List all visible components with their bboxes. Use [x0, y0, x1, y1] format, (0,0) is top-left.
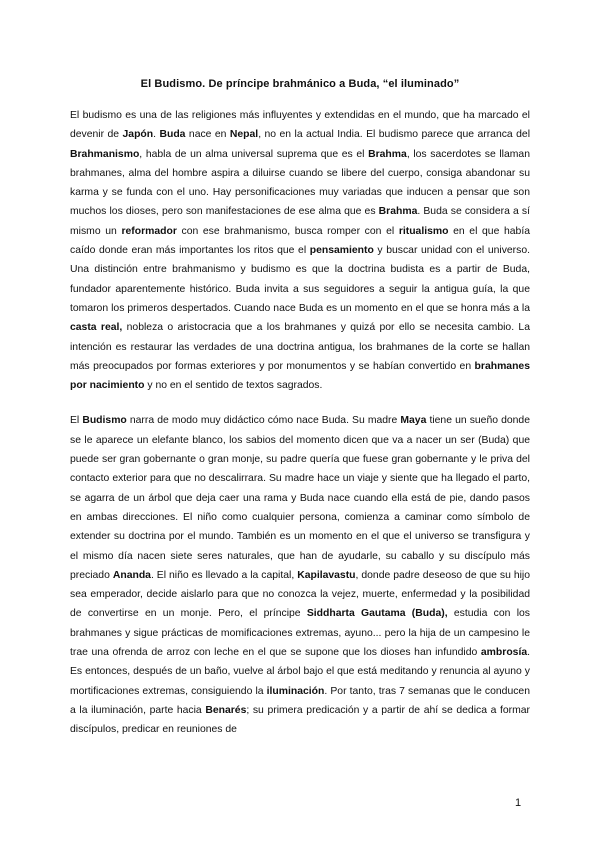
bold-term: casta real,: [70, 322, 123, 334]
bold-term: reformador: [121, 225, 177, 237]
bold-term: Brahma: [378, 206, 418, 218]
paragraph: El Budismo narra de modo muy didáctico cómo nace Buda. Su madre Maya tiene un sueño donde se le aparece un elefante blanco, los sabios del momento dicen que va a nacer un ser (Buda) que puede ser gran gobernante o gran monje, su padre quería que fuese gran gobernante y le priva del contacto exterior para que no descalirrara. Su madre hace un viaje y siente que ha llegado el parto, se agarra de un árbol que deja caer una rama y Buda nace cuando ella está de pie, dando pasos en ambas direcciones. El niño como cualquier persona, comienza a caminar como símbolo de extender su doctrina por el mundo. También es un momento en el que el universo se transfigura y el mismo día nacen siete seres naturales, que han de ayudarle, su caballo y su discípulo más preciado Ananda. El niño es llevado a la capital, Kapilavastu, donde padre deseoso de que su hijo sea emperador, decide aislarlo para que no conozca la vejez, muerte, enfermedad y la posibilidad de convertirse en un monje. Pero, el príncipe Siddharta Gautama (Buda), estudia con los brahmanes y sigue prácticas de momificaciones extremas, ayuno... pero la hija de un campesino le trae una ofrenda de arroz con leche en el que se supone que los dioses han infundido ambrosía. Es entonces, después de un baño, vuelve al árbol bajo el que está meditando y renuncia al ayuno y mortificaciones extremas, consiguiendo la iluminación. Por tanto, tras 7 semanas que le conducen a la iluminación, parte hacia Benarés; su primera predicación y a partir de ahí se dedica a formar discípulos, predicar en reuniones de: [70, 415, 531, 736]
bold-term: Brahma: [368, 148, 407, 160]
bold-term: Brahmanismo: [70, 148, 140, 160]
document-page: [70, 78, 530, 756]
bold-term: Maya: [400, 415, 427, 427]
bold-term: Benarés: [205, 704, 247, 716]
bold-term: Nepal: [229, 129, 259, 141]
bold-term: ambrosía: [480, 647, 528, 659]
bold-term: Ananda: [112, 569, 151, 581]
document-title: El Budismo. De príncipe brahmánico a Buda, “el iluminado”: [140, 78, 460, 90]
bold-term: Japón: [122, 129, 154, 141]
bold-term: Kapilavastu: [297, 569, 356, 581]
bold-term: Siddharta Gautama (Buda),: [306, 608, 448, 620]
page-number: 1: [515, 797, 522, 809]
paragraph: El budismo es una de las religiones más influyentes y extendidas en el mundo, que ha marcado el devenir de Japón. Buda nace en Nepal, no en la actual India. El budismo parece que arranca del Brahmanismo, habla de un alma universal suprema que es el Brahma, los sacerdotes se llaman brahmanes, alma del hombre aspira a diluirse cuando se libere del cuerpo, consiga abandonar su karma y se funda con el uno. Hay personificaciones muy variadas que inducen a pensar que son muchos los dioses, pero son manifestaciones de ese alma que es Brahma. Buda se considera a sí mismo un reformador con ese brahmanismo, busca romper con el ritualismo en el que había caído donde eran más importantes los ritos que el pensamiento y buscar unidad con el universo. Una distinción entre brahmanismo y budismo es que la doctrina budista es a partir de Buda, fundador aparentemente histórico. Buda invita a sus seguidores a seguir la antigua guía, la que tomaron los primeros despertados. Cuando nace Buda es un momento en el que se honra más a la casta real, nobleza o aristocracia que a los brahmanes y quizá por ello se necesita cambio. La intención es restaurar las verdades de una doctrina antigua, los brahmanes de la corte se hallan más preocupados por formas exteriores y por monumentos y se habían convertido en brahmanes por nacimiento y no en el sentido de textos sagrados.: [70, 110, 531, 392]
bold-term: pensamiento: [309, 245, 374, 257]
bold-term: ritualismo: [398, 225, 449, 237]
bold-term: brahmanes por nacimiento: [70, 360, 530, 392]
bold-term: Buda: [159, 129, 186, 141]
bold-term: Budismo: [82, 415, 127, 427]
bold-term: iluminación: [266, 685, 325, 697]
